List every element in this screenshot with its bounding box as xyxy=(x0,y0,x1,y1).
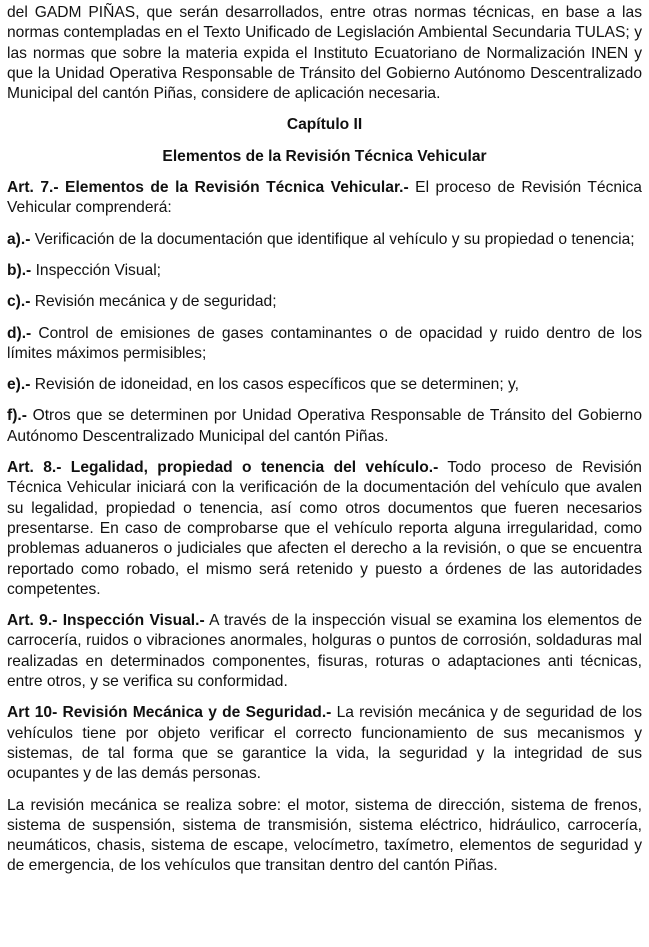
list-item-label: f).- xyxy=(7,407,27,425)
closing-paragraph: La revisión mecánica se realiza sobre: el motor, sistema de dirección, sistema de frenos, sistema de suspensión, sistema de transmisión, sistema eléctrico, hidráulico, carrocería, neumáticos, chasis, sistema de escape, velocímetro, taxímetro, elementos de seguridad y de emergencia, de los vehículos que transitan dentro del cantón Piñas. xyxy=(7,796,642,875)
article-8 xyxy=(7,458,642,600)
chapter-title: Elementos de la Revisión Técnica Vehicular xyxy=(162,147,487,165)
list-item-label: c).- xyxy=(7,293,31,311)
list-item-text: Revisión mecánica y de seguridad; xyxy=(30,293,277,311)
list-item-f xyxy=(7,406,642,447)
article-10-heading: Art 10- Revisión Mecánica y de Seguridad.- xyxy=(7,704,332,722)
list-item-label: a).- xyxy=(7,230,31,248)
article-7-text: El proceso de Revisión Técnica Vehicular comprenderá: xyxy=(7,179,642,217)
list-item-text: Verificación de la documentación que identifique al vehículo y su propiedad o tenencia; xyxy=(30,230,635,248)
list-item-text: Revisión de idoneidad, en los casos específicos que se determinen; y, xyxy=(30,376,519,394)
intro-paragraph: del GADM PIÑAS, que serán desarrollados, entre otras normas técnicas, en base a las normas contempladas en el Texto Unificado de Legislación Ambiental Secundaria TULAS; y las normas que sobre la materia expida el Instituto Ecuatoriano de Normalización INEN y que la Unidad Operativa Responsable de Tránsito del Gobierno Autónomo Descentralizado Municipal del cantón Piñas, considere de aplicación necesaria. xyxy=(7,4,642,103)
list-item-c xyxy=(7,292,642,312)
chapter-number: Capítulo II xyxy=(286,116,363,134)
list-item-b xyxy=(7,261,642,281)
list-item-e xyxy=(7,375,642,395)
article-9 xyxy=(7,611,642,692)
list-item-label: e).- xyxy=(7,376,31,394)
article-8-heading: Art. 8.- Legalidad, propiedad o tenencia del vehículo.- xyxy=(7,459,439,477)
article-8-text: Todo proceso de Revisión Técnica Vehicular iniciará con la verificación de la documentación del vehículo que avalen su legalidad, propiedad o tenencia, así como otros documentos que fueren necesarios presentarse. En caso de comprobarse que el vehículo reporta alguna irregularidad, como problemas aduaneros o judiciales que afecten el derecho a la revisión, o que se encuentra reportado como robado, el mismo será retenido y puesto a órdenes de las autoridades competentes. xyxy=(7,459,642,598)
list-item-label: b).- xyxy=(7,261,32,279)
article-10 xyxy=(7,703,642,784)
article-7 xyxy=(7,178,642,219)
list-item-text: Control de emisiones de gases contaminantes o de opacidad y ruido dentro de los límites máximos permisibles; xyxy=(7,324,642,362)
list-item-a xyxy=(7,230,642,250)
article-9-text: A través de la inspección visual se examina los elementos de carrocería, ruidos o vibraciones anormales, holguras o puntos de corrosión, soldaduras mal realizadas en determinados componentes, fisuras, roturas o adaptaciones anti técnicas, entre otros, y se verifica su conformidad. xyxy=(7,612,643,691)
list-item-d xyxy=(7,324,642,365)
article-10-text: La revisión mecánica y de seguridad de los vehículos tiene por objeto verificar el correcto funcionamiento de sus mecanismos y sistemas, de tal forma que se garantice la vida, la seguridad y la integridad de sus ocupantes y de las demás personas. xyxy=(7,704,643,783)
list-item-text: Inspección Visual; xyxy=(31,261,161,279)
list-item-label: d).- xyxy=(7,324,32,342)
list-item-text: Otros que se determinen por Unidad Operativa Responsable de Tránsito del Gobierno Autónomo Descentralizado Municipal del cantón Piñas. xyxy=(7,407,642,445)
article-9-heading: Art. 9.- Inspección Visual.- xyxy=(7,612,205,630)
article-7-heading: Art. 7.- Elementos de la Revisión Técnica Vehicular.- xyxy=(7,179,409,197)
